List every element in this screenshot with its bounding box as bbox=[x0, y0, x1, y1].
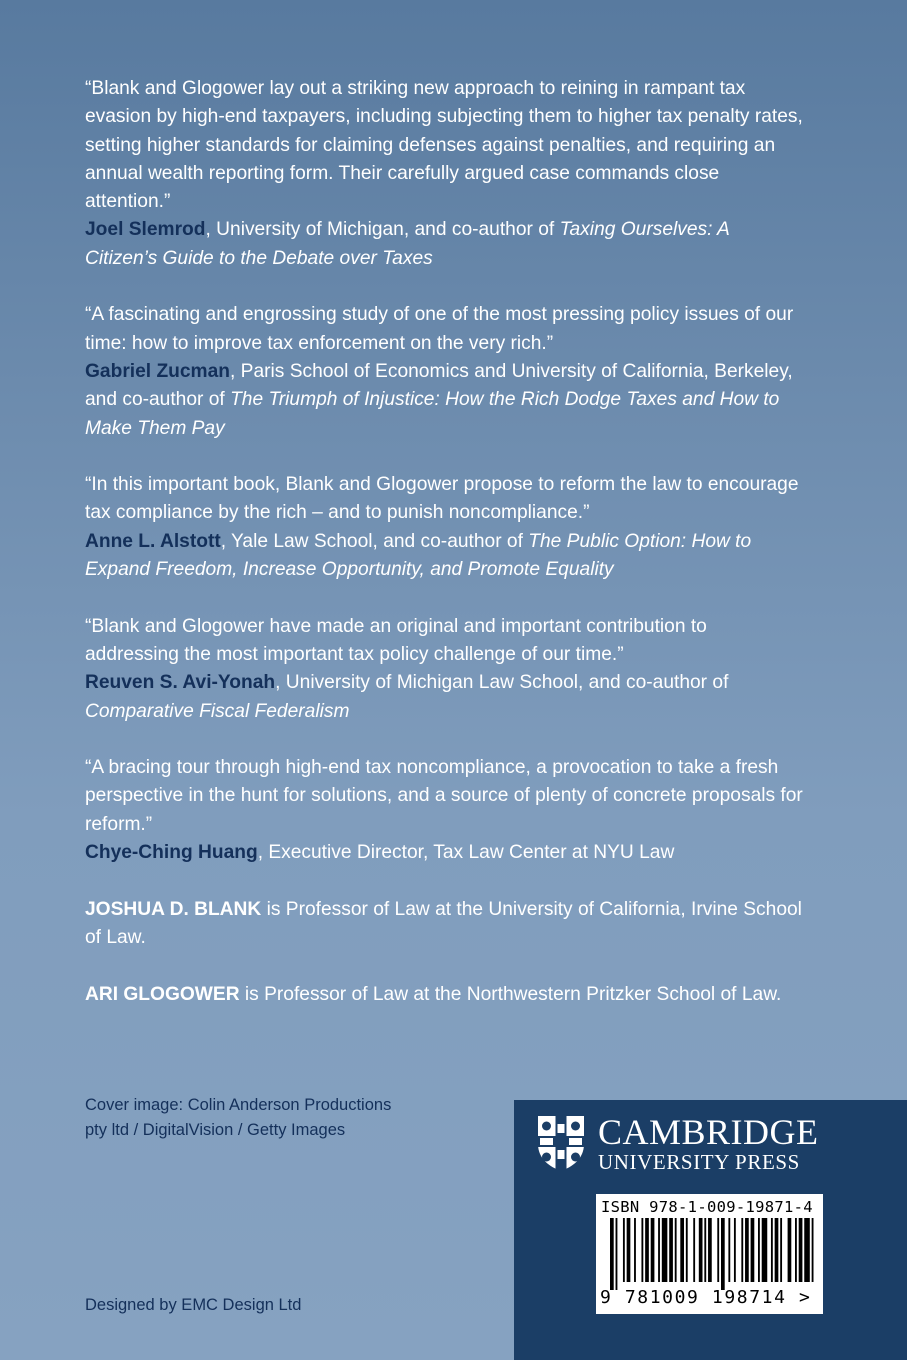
barcode-bar bbox=[745, 1218, 749, 1282]
author-bio-text: is Professor of Law at the Northwestern Pritzker School of Law. bbox=[239, 983, 782, 1005]
endorsement-quote: “Blank and Glogower have made an original and important contribution to addressing the most important tax policy challenge of our time.” bbox=[85, 615, 707, 665]
endorsement-quote: “Blank and Glogower lay out a striking new approach to reining in rampant tax evasion by high-end taxpayers, including subjecting them to higher tax penalty rates, setting higher standards for claiming defenses against penalties, and requiring an annual wealth reporting form. Their carefully argued case commands close attention.” bbox=[85, 78, 803, 213]
barcode-bar bbox=[741, 1218, 743, 1282]
barcode-bar bbox=[788, 1218, 792, 1282]
endorser-name: Anne L. Alstott bbox=[85, 530, 221, 552]
barcode-bar bbox=[812, 1218, 814, 1282]
endorsement-quote: “A fascinating and engrossing study of one of the most pressing policy issues of our time: how to improve tax enforcement on the very rich.” bbox=[85, 304, 794, 354]
barcode-bar bbox=[610, 1218, 614, 1290]
barcode-bar bbox=[669, 1218, 673, 1282]
endorsement-attribution bbox=[85, 839, 805, 867]
barcode-bar bbox=[623, 1218, 625, 1282]
barcode-bar bbox=[675, 1218, 677, 1282]
endorser-name: Reuven S. Avi-Yonah bbox=[85, 672, 276, 694]
barcode-bar bbox=[751, 1218, 755, 1282]
cambridge-shield-icon bbox=[536, 1114, 586, 1172]
author-name: ARI GLOGOWER bbox=[85, 983, 240, 1005]
endorsement-3 bbox=[85, 471, 805, 584]
barcode-bar bbox=[680, 1218, 684, 1282]
endorser-name: Chye-Ching Huang bbox=[85, 842, 258, 864]
endorser-affiliation: , Paris School of Economics and University of California, Berkeley, and co-author of bbox=[85, 360, 793, 411]
endorsements-section bbox=[85, 75, 805, 1037]
isbn-label: ISBN 978-1-009-19871-4 bbox=[601, 1198, 813, 1216]
barcode-bar bbox=[762, 1218, 768, 1282]
publisher-name: CAMBRIDGE bbox=[598, 1112, 819, 1152]
barcode-bar bbox=[804, 1218, 810, 1282]
barcode-bar bbox=[734, 1218, 736, 1282]
endorsement-quote: “A bracing tour through high-end tax noncompliance, a provocation to take a fresh perspective in the hunt for solutions, and a source of plenty of concrete proposals for reform.” bbox=[85, 757, 803, 835]
endorser-book-title: Comparative Fiscal Federalism bbox=[85, 700, 350, 722]
barcode-bar bbox=[728, 1218, 730, 1282]
endorsement-attribution bbox=[85, 216, 805, 273]
barcode-bar bbox=[645, 1218, 649, 1282]
barcode-digits: 9 781009 198714 > bbox=[600, 1287, 812, 1308]
barcode-bar bbox=[693, 1218, 695, 1282]
endorser-affiliation: , Yale Law School, and co-author of bbox=[220, 530, 529, 552]
author-bio-text: is Professor of Law at the University of California, Irvine School of Law. bbox=[85, 898, 802, 948]
author-bio-2 bbox=[85, 981, 805, 1009]
author-name: JOSHUA D. BLANK bbox=[85, 898, 262, 920]
barcode-bar bbox=[780, 1218, 782, 1282]
author-bio-1 bbox=[85, 896, 805, 953]
barcode-bar bbox=[721, 1218, 725, 1290]
publisher-panel bbox=[514, 1100, 907, 1360]
designer-credit: Designed by EMC Design Ltd bbox=[85, 1296, 302, 1314]
endorser-book-title: Taxing Ourselves: A Citizen’s Guide to the Debate over Taxes bbox=[85, 219, 730, 269]
endorsement-attribution bbox=[85, 669, 805, 726]
barcode-bar bbox=[758, 1218, 760, 1282]
cover-image-credit: Cover image: Colin Anderson Productions pty ltd / DigitalVision / Getty Images bbox=[85, 1096, 392, 1139]
endorser-book-title: The Triumph of Injustice: How the Rich Dodge Taxes and How to Make Them Pay bbox=[85, 389, 780, 439]
barcode-bar bbox=[616, 1218, 618, 1290]
endorsement-4 bbox=[85, 613, 805, 726]
endorser-book-title: The Public Option: How to Expand Freedom, Increase Opportunity, and Promote Equality bbox=[85, 530, 752, 581]
barcode-bar bbox=[651, 1218, 655, 1282]
barcode-bar bbox=[662, 1218, 668, 1282]
barcode-bar bbox=[799, 1218, 803, 1282]
barcode-bar bbox=[717, 1218, 719, 1282]
barcode-bar bbox=[795, 1218, 797, 1282]
endorsement-attribution bbox=[85, 528, 805, 585]
endorser-affiliation: , University of Michigan Law School, and co-author of bbox=[275, 672, 729, 694]
barcode-bar bbox=[627, 1218, 631, 1282]
endorser-affiliation: , University of Michigan, and co-author of bbox=[205, 219, 560, 241]
barcode-bar bbox=[704, 1218, 706, 1282]
barcode-bar bbox=[708, 1218, 712, 1282]
barcode bbox=[596, 1194, 823, 1314]
endorsement-1 bbox=[85, 75, 805, 273]
barcode-bar bbox=[775, 1218, 779, 1282]
endorser-name: Joel Slemrod bbox=[85, 219, 206, 241]
endorsement-5 bbox=[85, 754, 805, 867]
endorser-name: Gabriel Zucman bbox=[85, 360, 231, 382]
barcode-bar bbox=[686, 1218, 688, 1282]
barcode-bar bbox=[634, 1218, 636, 1282]
barcode-bar bbox=[641, 1218, 643, 1282]
publisher-subname: UNIVERSITY PRESS bbox=[598, 1150, 800, 1174]
barcode-bars bbox=[596, 1218, 823, 1290]
barcode-bar bbox=[771, 1218, 773, 1282]
endorsement-2 bbox=[85, 301, 805, 442]
endorsement-attribution bbox=[85, 358, 805, 443]
barcode-bar bbox=[658, 1218, 660, 1282]
endorsement-quote: “In this important book, Blank and Glogower propose to reform the law to encourage tax compliance by the rich – and to punish noncompliance.” bbox=[85, 474, 799, 524]
barcode-bar bbox=[699, 1218, 703, 1282]
endorser-affiliation: , Executive Director, Tax Law Center at NYU Law bbox=[257, 842, 675, 864]
